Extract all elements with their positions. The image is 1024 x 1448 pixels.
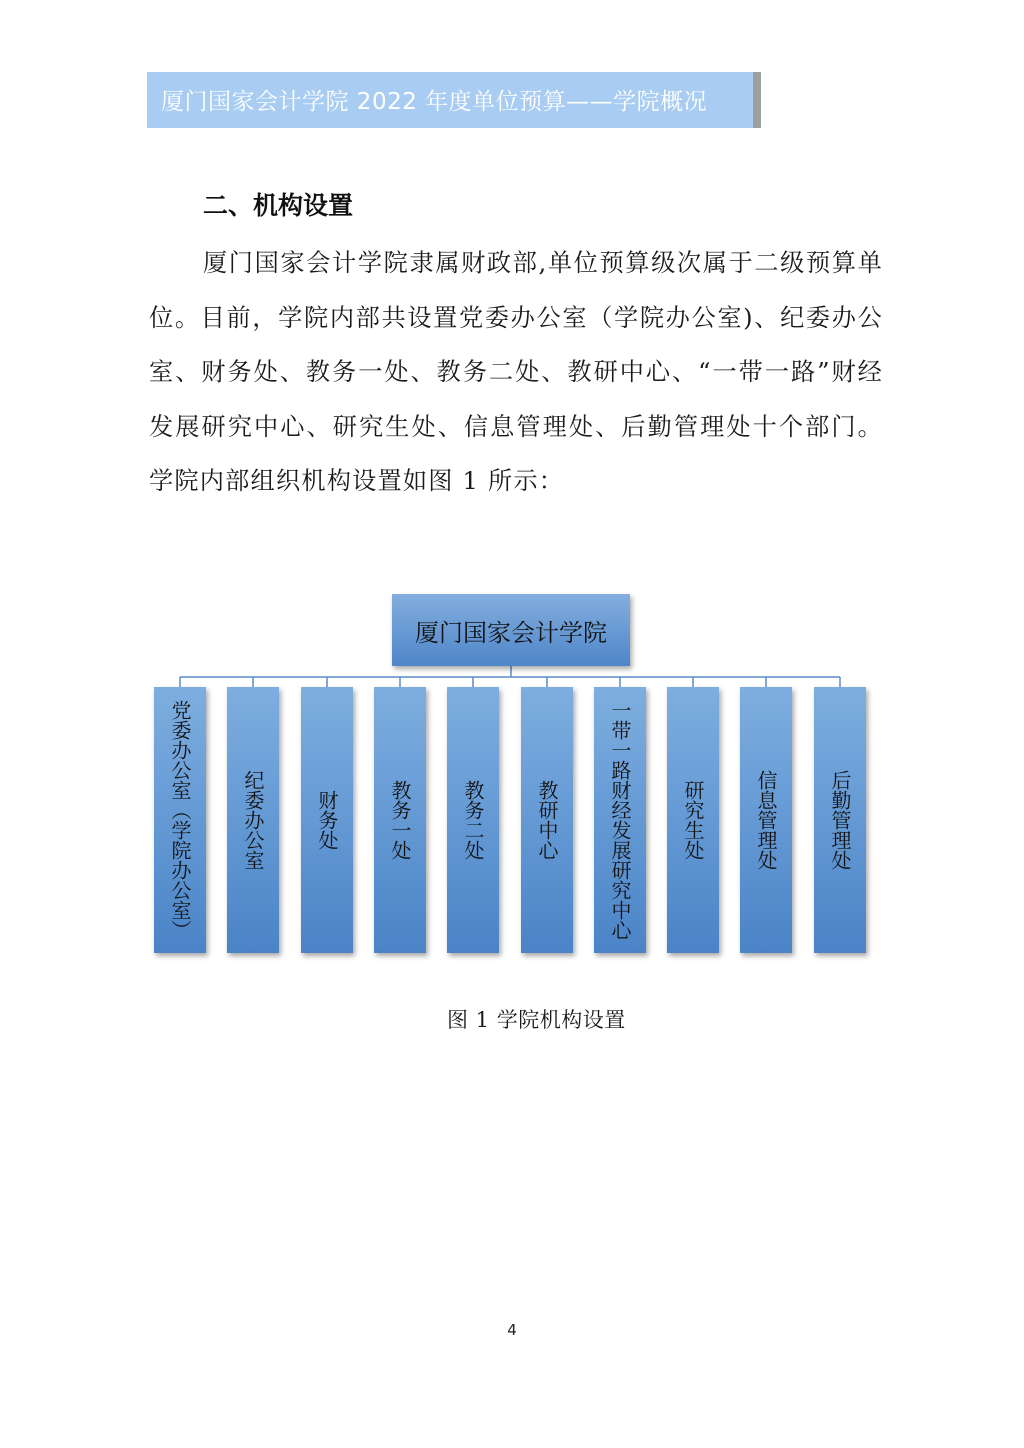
org-department-label: 教研中心 [535, 780, 559, 860]
figure-caption: 图 1 学院机构设置 [447, 1008, 626, 1032]
org-department-box [374, 687, 426, 953]
org-department-label: 信息管理处 [754, 770, 778, 870]
org-department-label: 党委办公室（学院办公室） [168, 700, 192, 940]
header-banner [147, 72, 761, 128]
section-heading: 二、机构设置 [203, 191, 354, 220]
header-title: 厦门国家会计学院 2022 年度单位预算——学院概况 [161, 89, 708, 115]
body-paragraph: 厦门国家会计学院隶属财政部,单位预算级次属于二级预算单位。目前，学院内部共设置党委办公室（学院办公室)、纪委办公室、财务处、教务一处、教务二处、教研中心、“一带一路”财经发展研究中心、研究生处、信息管理处、后勤管理处十个部门。学院内部组织机构设置如图 1 所示： [149, 249, 883, 495]
org-department-label: 研究生处 [681, 780, 705, 860]
org-department-box [667, 687, 719, 953]
org-department-box [154, 687, 206, 953]
org-department-box [521, 687, 573, 953]
org-department-label: 纪委办公室 [241, 770, 265, 870]
org-department-label: 后勤管理处 [828, 770, 852, 870]
org-department-label: 教务二处 [461, 780, 485, 860]
org-department-box [447, 687, 499, 953]
page-number: 4 [507, 1321, 517, 1339]
org-department-box [301, 687, 353, 953]
org-root-box: 厦门国家会计学院 [392, 594, 630, 666]
org-department-box [740, 687, 792, 953]
org-department-box [814, 687, 866, 953]
org-department-label: 财务处 [315, 790, 339, 850]
org-department-label: 教务一处 [388, 780, 412, 860]
org-department-box [594, 687, 646, 953]
org-department-box [227, 687, 279, 953]
org-department-label: 一带一路财经发展研究中心 [608, 700, 632, 940]
